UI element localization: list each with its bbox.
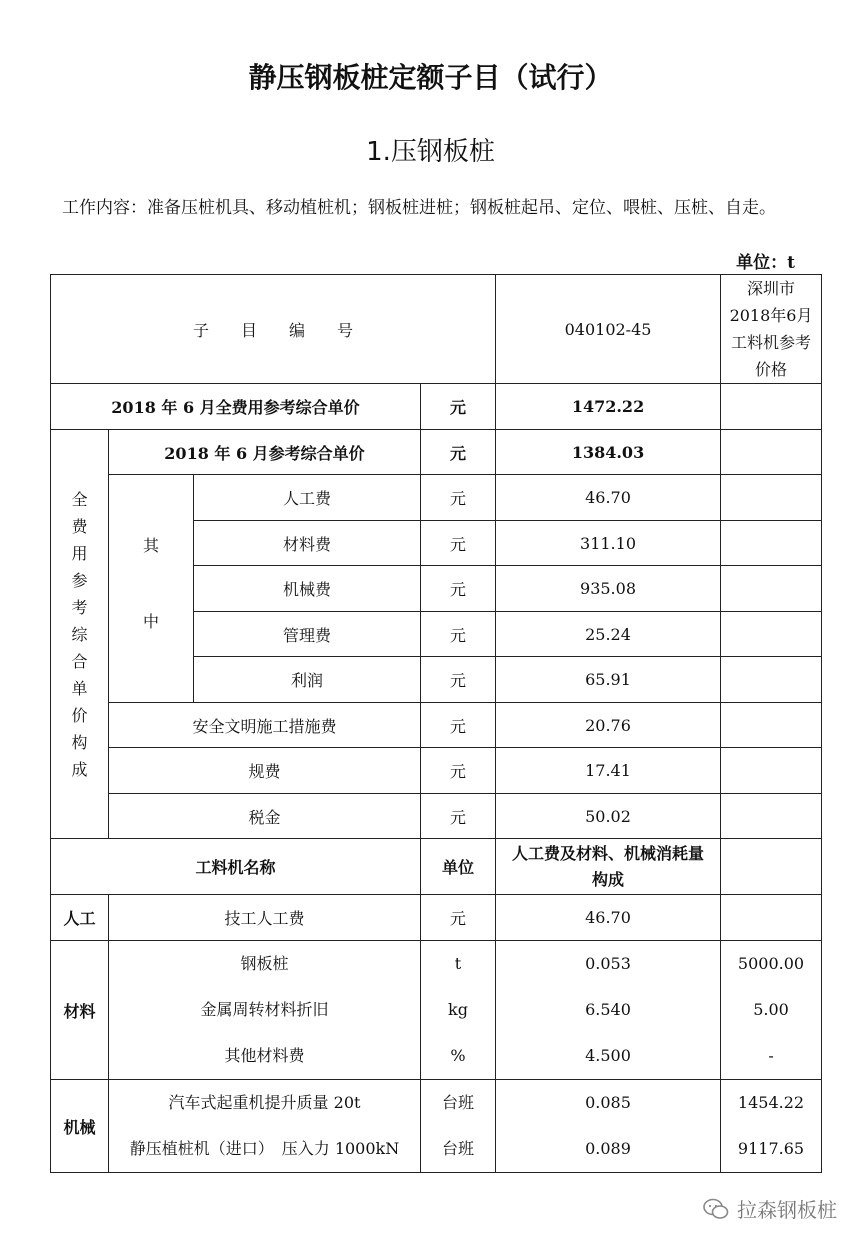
resource-unit-header: 单位: [421, 839, 496, 895]
unit-label: 单位：t: [736, 253, 795, 273]
subtotal-unit: 元: [421, 430, 496, 475]
page-title: 静压钢板桩定额子目（试行）: [248, 61, 613, 94]
machinery-prices: 1454.22 9117.65: [721, 1080, 822, 1173]
other-fee-value: 50.02: [496, 794, 721, 839]
fee-label: 管理费: [194, 612, 421, 657]
fee-value: 935.08: [496, 566, 721, 612]
category-materials: 材料: [51, 941, 109, 1080]
fee-unit: 元: [421, 475, 496, 521]
other-fee-unit: 元: [421, 703, 496, 748]
total-price-unit: 元: [421, 384, 496, 430]
other-fee-label: 安全文明施工措施费: [109, 703, 421, 748]
fee-label: 机械费: [194, 566, 421, 612]
resource-name: 技工人工费: [109, 895, 421, 941]
composition-group-char: 价: [71, 705, 88, 725]
composition-group-char: 单: [71, 678, 88, 698]
fee-unit: 元: [421, 612, 496, 657]
material-units: t kg %: [421, 941, 496, 1080]
work-content: 工作内容：准备压桩机具、移动植桩机；钢板桩进桩；钢板桩起吊、定位、喂桩、压桩、自走。: [62, 198, 776, 218]
item-code: 040102-45: [496, 275, 721, 384]
fee-value: 25.24: [496, 612, 721, 657]
fee-label: 利润: [194, 657, 421, 703]
composition-group-char: 合: [71, 651, 88, 671]
composition-group-char: 构: [71, 732, 88, 752]
resource-name-header: 工料机名称: [51, 839, 421, 895]
other-fee-value: 20.76: [496, 703, 721, 748]
composition-group-char: 费: [71, 516, 88, 536]
fee-label: 材料费: [194, 521, 421, 566]
other-fee-value: 17.41: [496, 748, 721, 794]
fee-label: 人工费: [194, 475, 421, 521]
composition-group-char: 成: [71, 759, 88, 779]
material-qtys: 0.053 6.540 4.500: [496, 941, 721, 1080]
wechat-icon: [703, 1198, 729, 1220]
category-labor: 人工: [51, 895, 109, 941]
other-fee-unit: 元: [421, 794, 496, 839]
resource-unit: 元: [421, 895, 496, 941]
qizhong-label: 其 中: [109, 475, 194, 703]
other-fee-label: 税金: [109, 794, 421, 839]
fee-unit: 元: [421, 657, 496, 703]
fee-value: 46.70: [496, 475, 721, 521]
fee-unit: 元: [421, 521, 496, 566]
quota-table: [50, 274, 822, 1173]
composition-group-char: 综: [71, 624, 88, 644]
watermark: [703, 1194, 837, 1223]
machinery-units: 台班 台班: [421, 1080, 496, 1173]
total-price-value: 1472.22: [496, 384, 721, 430]
fee-value: 311.10: [496, 521, 721, 566]
fee-value: 65.91: [496, 657, 721, 703]
fee-unit: 元: [421, 566, 496, 612]
category-machinery: 机械: [51, 1080, 109, 1173]
machinery-names: 汽车式起重机提升质量 20t 静压植桩机（进口） 压入力 1000kN: [109, 1080, 421, 1173]
subtotal-label: 2018 年 6 月参考综合单价: [109, 430, 421, 475]
subtotal-value: 1384.03: [496, 430, 721, 475]
item-code-label: 子 目 编 号: [51, 275, 496, 384]
resource-price: [721, 895, 822, 941]
composition-group-label: [51, 430, 109, 839]
watermark-text: 拉森钢板桩: [737, 1198, 837, 1222]
total-price-label: 2018 年 6 月全费用参考综合单价: [51, 384, 421, 430]
machinery-qtys: 0.085 0.089: [496, 1080, 721, 1173]
composition-group-char: 用: [71, 543, 88, 563]
ref-price-header: 深圳市2018年6月工料机参考价格: [721, 275, 822, 384]
section-title: 1.压钢板桩: [366, 137, 495, 167]
composition-group-char: 全: [71, 489, 88, 509]
resource-qty: 46.70: [496, 895, 721, 941]
material-names: 钢板桩 金属周转材料折旧 其他材料费: [109, 941, 421, 1080]
other-fee-label: 规费: [109, 748, 421, 794]
composition-group-char: 参: [71, 570, 88, 590]
material-prices: 5000.00 5.00 -: [721, 941, 822, 1080]
other-fee-unit: 元: [421, 748, 496, 794]
composition-group-char: 考: [71, 597, 88, 617]
resource-consumption-header: 人工费及材料、机械消耗量构成: [496, 839, 721, 895]
